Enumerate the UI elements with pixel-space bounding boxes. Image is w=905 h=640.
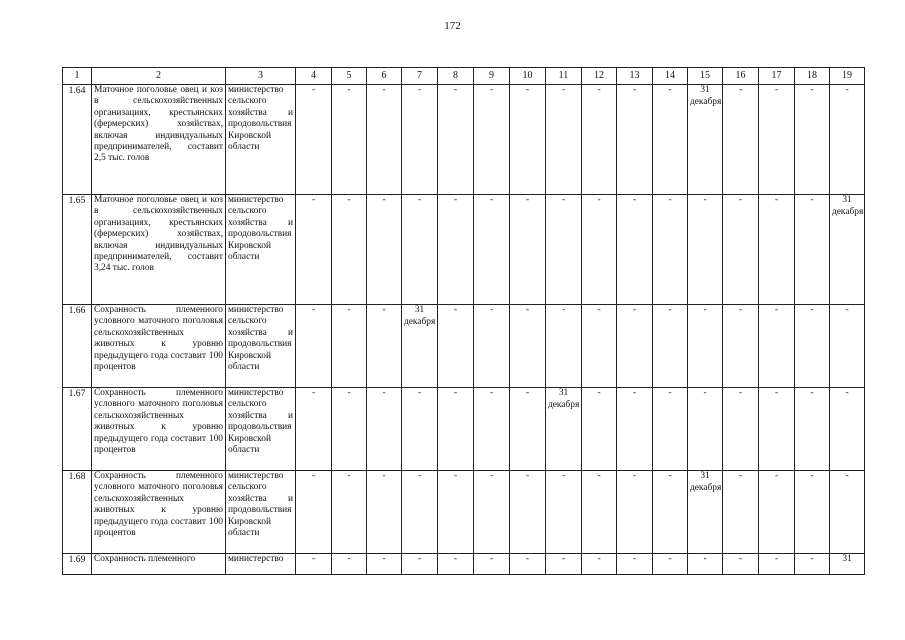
deadline-cell: 31 декабря <box>402 305 438 388</box>
deadline-cell: - <box>582 85 617 195</box>
deadline-cell: - <box>688 305 723 388</box>
deadline-cell: - <box>830 305 865 388</box>
header-cell: 12 <box>582 68 617 85</box>
deadline-cell: - <box>296 85 332 195</box>
deadline-cell: - <box>723 554 759 575</box>
deadline-cell: 31 декабря <box>830 195 865 305</box>
row-responsible: министерство сельского хозяйства и продовольствия Кировской области <box>226 195 296 305</box>
row-number: 1.66 <box>63 305 92 388</box>
deadline-cell: - <box>510 195 546 305</box>
deadline-cell: - <box>653 85 688 195</box>
deadline-cell: - <box>332 554 367 575</box>
deadline-cell: - <box>402 471 438 554</box>
table-row <box>63 195 865 305</box>
deadline-cell: - <box>332 195 367 305</box>
row-responsible: министерство <box>226 554 296 575</box>
deadline-cell: - <box>474 554 510 575</box>
deadline-cell: - <box>582 195 617 305</box>
table-row <box>63 471 865 554</box>
table-row <box>63 85 865 195</box>
deadline-cell: - <box>759 195 795 305</box>
plan-table-body <box>63 68 865 575</box>
deadline-cell: - <box>795 85 830 195</box>
row-responsible: министерство сельского хозяйства и продовольствия Кировской области <box>226 85 296 195</box>
deadline-cell: - <box>474 471 510 554</box>
deadline-cell: - <box>402 554 438 575</box>
deadline-cell: - <box>653 471 688 554</box>
deadline-cell: - <box>296 554 332 575</box>
header-cell: 11 <box>546 68 582 85</box>
deadline-cell: - <box>759 471 795 554</box>
deadline-cell: - <box>688 554 723 575</box>
header-cell: 17 <box>759 68 795 85</box>
deadline-cell: - <box>438 85 474 195</box>
deadline-cell: - <box>367 305 402 388</box>
deadline-cell: - <box>653 305 688 388</box>
row-responsible: министерство сельского хозяйства и продовольствия Кировской области <box>226 388 296 471</box>
row-description: Сохранность племенного условного маточного поголовья сельскохозяйственных животных к уровню предыдущего года составит 100 процентов <box>92 388 226 471</box>
deadline-cell: - <box>474 85 510 195</box>
deadline-cell: - <box>546 305 582 388</box>
deadline-cell: - <box>332 85 367 195</box>
header-cell: 18 <box>795 68 830 85</box>
deadline-cell: - <box>402 388 438 471</box>
row-number: 1.64 <box>63 85 92 195</box>
header-cell: 5 <box>332 68 367 85</box>
row-description: Сохранность племенного условного маточного поголовья сельскохозяйственных животных к уровню предыдущего года составит 100 процентов <box>92 471 226 554</box>
row-responsible: министерство сельского хозяйства и продовольствия Кировской области <box>226 305 296 388</box>
table-row <box>63 388 865 471</box>
row-description: Сохранность племенного условного маточного поголовья сельскохозяйственных животных к уровню предыдущего года составит 100 процентов <box>92 305 226 388</box>
deadline-cell: - <box>688 388 723 471</box>
deadline-cell: - <box>830 85 865 195</box>
deadline-cell: - <box>723 471 759 554</box>
deadline-cell: - <box>474 388 510 471</box>
table-row <box>63 554 865 575</box>
header-cell: 9 <box>474 68 510 85</box>
deadline-cell: - <box>582 305 617 388</box>
deadline-cell: - <box>296 305 332 388</box>
deadline-cell: - <box>510 388 546 471</box>
deadline-cell: - <box>296 195 332 305</box>
deadline-cell: - <box>438 305 474 388</box>
deadline-cell: - <box>795 554 830 575</box>
row-number: 1.69 <box>63 554 92 575</box>
row-description: Маточное поголовье овец и коз в сельскохозяйственных организациях, крестьянских (фермерских) хозяйствах, включая индивидуальных предпринимателей, составит 3,24 тыс. голов <box>92 195 226 305</box>
row-number: 1.67 <box>63 388 92 471</box>
header-cell: 15 <box>688 68 723 85</box>
header-cell: 13 <box>617 68 653 85</box>
deadline-cell: - <box>474 195 510 305</box>
header-cell: 2 <box>92 68 226 85</box>
deadline-cell: 31 <box>830 554 865 575</box>
deadline-cell: - <box>332 305 367 388</box>
deadline-cell: - <box>617 195 653 305</box>
deadline-cell: - <box>617 554 653 575</box>
deadline-cell: - <box>653 554 688 575</box>
deadline-cell: - <box>795 471 830 554</box>
deadline-cell: - <box>367 195 402 305</box>
deadline-cell: - <box>795 305 830 388</box>
header-cell: 6 <box>367 68 402 85</box>
deadline-cell: - <box>582 471 617 554</box>
row-description: Сохранность племенного <box>92 554 226 575</box>
deadline-cell: - <box>546 85 582 195</box>
deadline-cell: - <box>617 85 653 195</box>
plan-table <box>62 67 865 575</box>
row-responsible: министерство сельского хозяйства и продовольствия Кировской области <box>226 471 296 554</box>
deadline-cell: - <box>759 388 795 471</box>
deadline-cell: - <box>653 388 688 471</box>
deadline-cell: 31 декабря <box>688 85 723 195</box>
deadline-cell: - <box>582 554 617 575</box>
deadline-cell: - <box>617 471 653 554</box>
deadline-cell: - <box>438 471 474 554</box>
header-cell: 8 <box>438 68 474 85</box>
deadline-cell: - <box>723 85 759 195</box>
deadline-cell: - <box>830 471 865 554</box>
deadline-cell: - <box>438 388 474 471</box>
deadline-cell: - <box>546 195 582 305</box>
deadline-cell: - <box>759 554 795 575</box>
deadline-cell: - <box>510 305 546 388</box>
header-cell: 19 <box>830 68 865 85</box>
deadline-cell: - <box>723 305 759 388</box>
page-number: 172 <box>444 20 461 32</box>
deadline-cell: - <box>332 388 367 471</box>
deadline-cell: - <box>510 85 546 195</box>
row-number: 1.65 <box>63 195 92 305</box>
header-cell: 3 <box>226 68 296 85</box>
deadline-cell: 31 декабря <box>546 388 582 471</box>
deadline-cell: - <box>830 388 865 471</box>
header-cell: 10 <box>510 68 546 85</box>
deadline-cell: - <box>688 195 723 305</box>
deadline-cell: - <box>510 554 546 575</box>
deadline-cell: - <box>474 305 510 388</box>
row-number: 1.68 <box>63 471 92 554</box>
deadline-cell: - <box>402 195 438 305</box>
deadline-cell: - <box>653 195 688 305</box>
deadline-cell: - <box>367 554 402 575</box>
deadline-cell: 31 декабря <box>688 471 723 554</box>
deadline-cell: - <box>617 388 653 471</box>
deadline-cell: - <box>367 85 402 195</box>
deadline-cell: - <box>402 85 438 195</box>
deadline-cell: - <box>723 388 759 471</box>
deadline-cell: - <box>582 388 617 471</box>
deadline-cell: - <box>438 554 474 575</box>
deadline-cell: - <box>438 195 474 305</box>
deadline-cell: - <box>510 471 546 554</box>
header-cell: 7 <box>402 68 438 85</box>
header-cell: 14 <box>653 68 688 85</box>
header-row <box>63 68 865 85</box>
deadline-cell: - <box>546 554 582 575</box>
deadline-cell: - <box>723 195 759 305</box>
deadline-cell: - <box>795 388 830 471</box>
deadline-cell: - <box>546 471 582 554</box>
deadline-cell: - <box>332 471 367 554</box>
deadline-cell: - <box>296 471 332 554</box>
deadline-cell: - <box>617 305 653 388</box>
deadline-cell: - <box>759 305 795 388</box>
deadline-cell: - <box>367 471 402 554</box>
row-description: Маточное поголовье овец и коз в сельскохозяйственных организациях, крестьянских (фермерских) хозяйствах, включая индивидуальных предпринимателей, составит 2,5 тыс. голов <box>92 85 226 195</box>
deadline-cell: - <box>367 388 402 471</box>
header-cell: 1 <box>63 68 92 85</box>
deadline-cell: - <box>296 388 332 471</box>
deadline-cell: - <box>795 195 830 305</box>
deadline-cell: - <box>759 85 795 195</box>
header-cell: 4 <box>296 68 332 85</box>
header-cell: 16 <box>723 68 759 85</box>
table-row <box>63 305 865 388</box>
